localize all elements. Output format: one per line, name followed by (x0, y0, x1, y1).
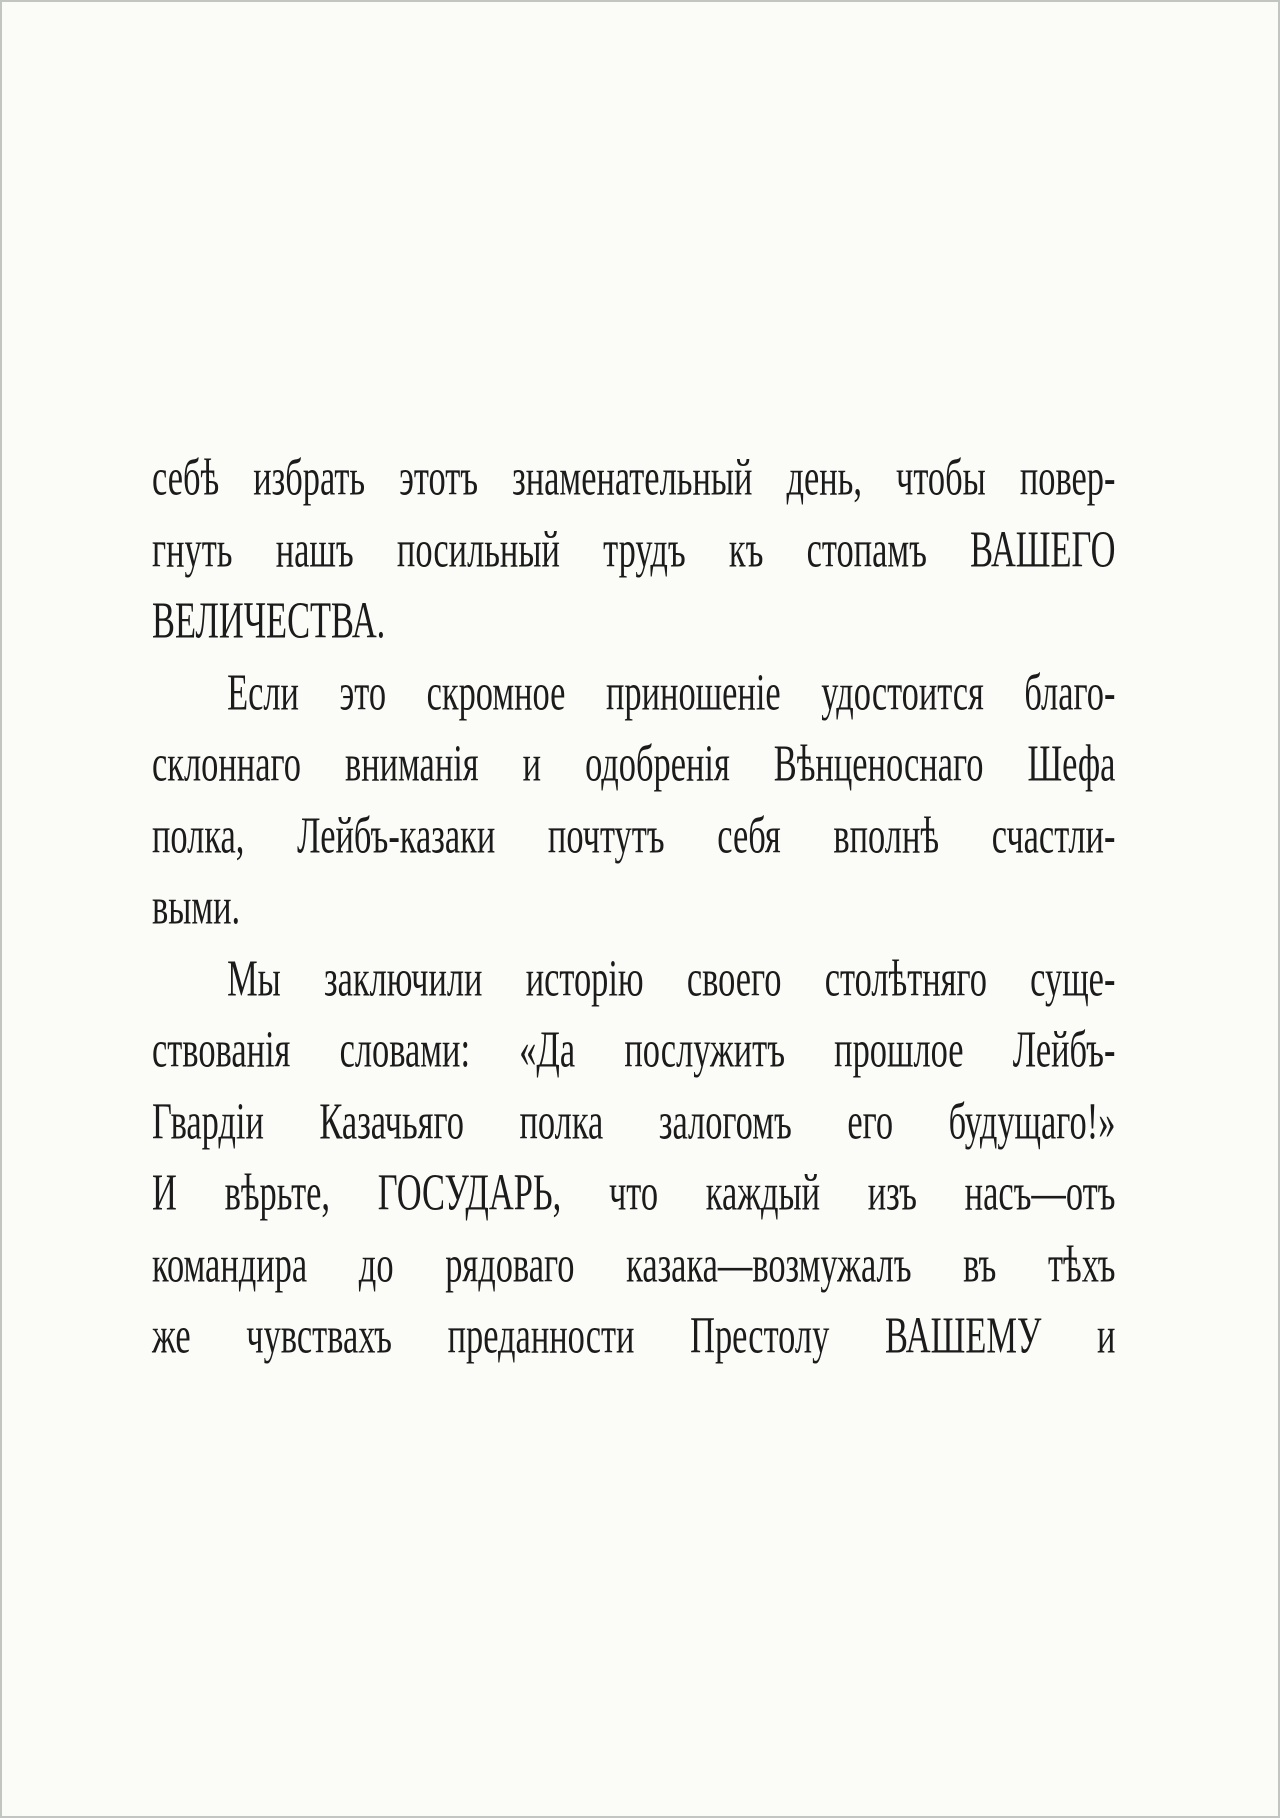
text-line-6: полка, Лейбъ-казаки почтутъ себя вполнѣ счастли- (152, 806, 1116, 864)
text-line-9: ствованія словами: «Да послужитъ прошлое Лейбъ- (152, 1020, 1116, 1079)
text-line-10: Гвардіи Казачьяго полка залогомъ его будущаго!» (152, 1092, 1116, 1150)
text-line-5: склоннаго вниманія и одобренія Вѣнценоснаго Шефа (152, 734, 1116, 793)
text-line-8: Мы заключили исторію своего столѣтняго суще- (227, 949, 1116, 1007)
page-text-block (152, 442, 1280, 1372)
text-line-13: же чувствахъ преданности Престолу ВАШЕМУ и (152, 1306, 1116, 1365)
text-line-2: гнуть нашъ посильный трудъ къ стопамъ ВАШЕГО (152, 520, 1116, 578)
text-line-12: командира до рядоваго казака—возмужалъ въ тѣхъ (152, 1235, 1116, 1293)
text-line-4: Если это скромное приношеніе удостоится благо- (227, 663, 1116, 721)
text-line-7: выми. (152, 877, 241, 936)
text-line-1: себѣ избрать этотъ знаменательный день, чтобы повер- (152, 448, 1116, 507)
text-line-3: ВЕЛИЧЕСТВА. (152, 591, 386, 650)
text-line-11: И вѣрьте, ГОСУДАРЬ, что каждый изъ насъ—отъ (152, 1163, 1116, 1222)
